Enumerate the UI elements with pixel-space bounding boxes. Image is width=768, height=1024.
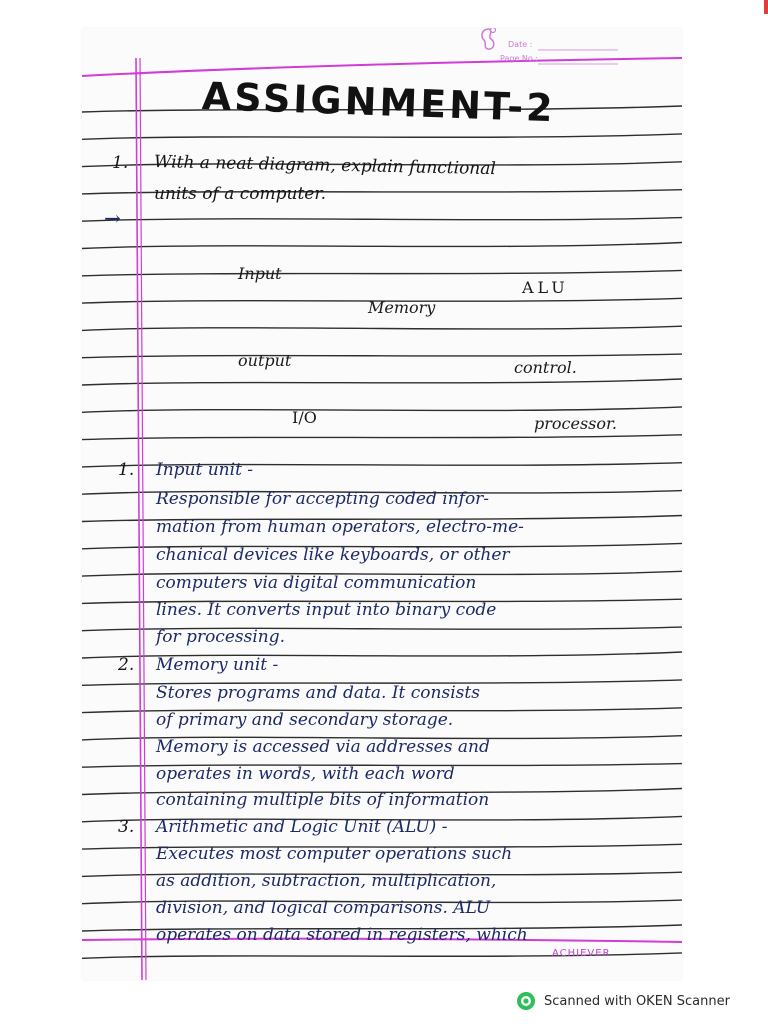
- section-number: 2.: [118, 655, 135, 675]
- rule-line: [82, 134, 682, 139]
- section-line: Executes most computer operations such: [156, 844, 513, 864]
- section-line: for processing.: [156, 627, 286, 647]
- diagram-processor-label: processor.: [534, 414, 617, 433]
- answer-arrow-icon: →: [104, 206, 121, 230]
- section-line: operates in words, with each word: [156, 764, 455, 784]
- section-line: of primary and secondary storage.: [156, 710, 454, 730]
- diagram-output-label: output: [238, 351, 292, 370]
- section-heading: Arithmetic and Logic Unit (ALU) -: [156, 817, 448, 837]
- page-number-label: Page No.:: [500, 54, 538, 63]
- section-heading: Memory unit -: [156, 655, 279, 675]
- diagram-alu-label: ALU: [522, 278, 569, 297]
- section-line: mation from human operators, electro-me-: [156, 517, 524, 537]
- notebook-page: [82, 28, 682, 980]
- section-heading: Input unit -: [156, 460, 254, 480]
- rule-line: [82, 218, 682, 222]
- section-line: Memory is accessed via addresses and: [156, 737, 490, 757]
- date-label: Date :: [508, 40, 533, 49]
- oken-scanner-logo-icon: [516, 991, 536, 1011]
- question-number: 1.: [112, 153, 129, 173]
- section-line: lines. It converts input into binary code: [156, 600, 497, 620]
- corner-mark: [764, 0, 768, 14]
- rule-line: [82, 270, 682, 275]
- section-number: 1.: [118, 460, 135, 480]
- diagram-control-label: control.: [514, 358, 577, 377]
- section-line: chanical devices like keyboards, or other: [156, 545, 510, 565]
- page-title: ASSIGNMENT-2: [201, 74, 557, 131]
- scanner-watermark: [516, 990, 730, 1012]
- question-line-1: With a neat diagram, explain functional: [153, 152, 497, 180]
- diagram-input-label: Input: [238, 264, 282, 283]
- question-line-2: units of a computer.: [154, 184, 327, 204]
- section-line: computers via digital communication: [156, 573, 477, 593]
- section-line: containing multiple bits of information: [156, 790, 490, 810]
- section-line: as addition, subtraction, multiplication,: [156, 871, 497, 891]
- section-line: Responsible for accepting coded infor-: [156, 489, 490, 509]
- rule-line: [82, 354, 682, 358]
- diagram-memory-label: Memory: [368, 298, 436, 317]
- rule-line: [82, 407, 682, 412]
- brand-logo-icon: [474, 28, 504, 54]
- diagram-io-label: I/O: [292, 408, 317, 427]
- page-underline: [538, 62, 618, 66]
- section-line: Stores programs and data. It consists: [156, 683, 480, 703]
- rule-line: [82, 379, 682, 385]
- rule-line: [82, 435, 682, 440]
- section-line: division, and logical comparisons. ALU: [156, 898, 491, 918]
- section-number: 3.: [118, 817, 135, 837]
- rule-line: [82, 243, 682, 249]
- notebook-brand: ACHIEVER: [552, 948, 611, 959]
- date-underline: [538, 48, 618, 52]
- scanner-text: Scanned with OKEN Scanner: [544, 993, 730, 1009]
- section-line: operates on data stored in registers, which: [156, 925, 528, 945]
- rule-line: [82, 326, 682, 330]
